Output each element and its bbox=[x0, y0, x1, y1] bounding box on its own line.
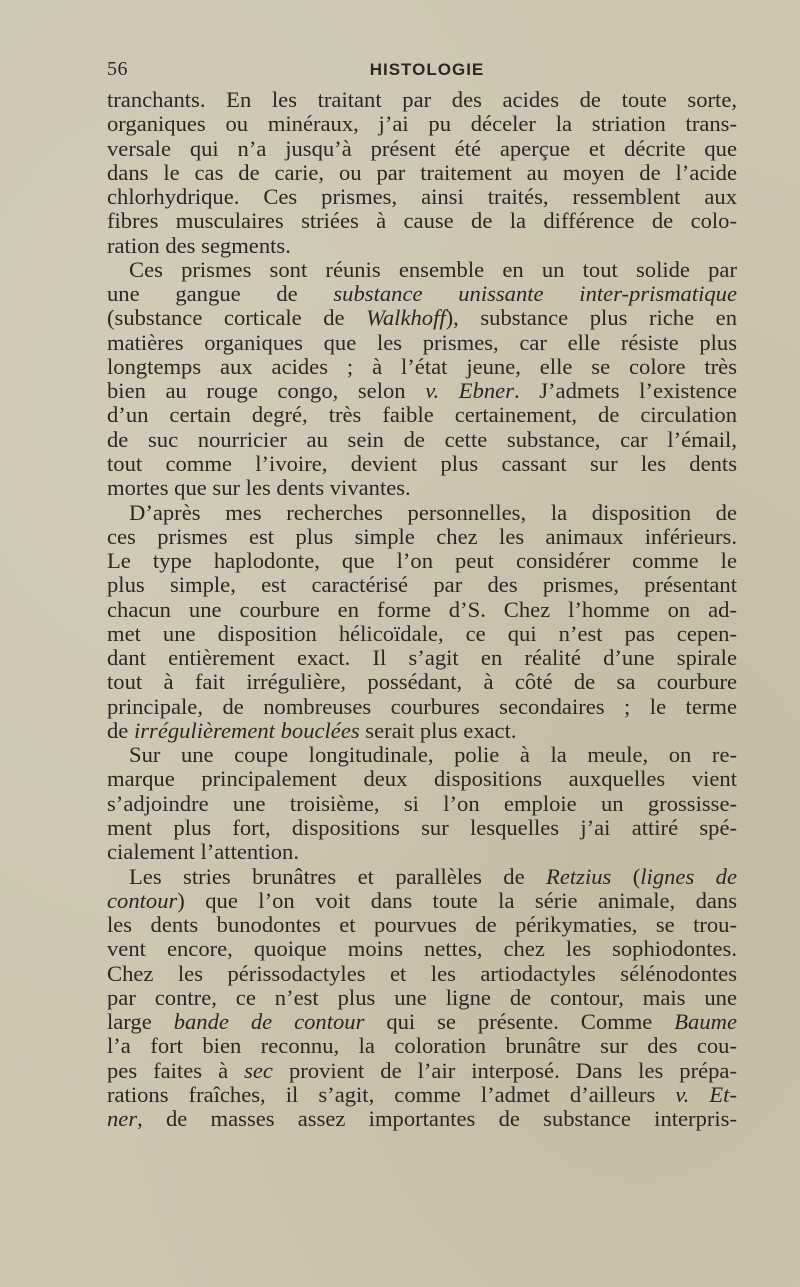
italic-text: substance unissante inter-prismatique bbox=[333, 281, 738, 307]
text-line bbox=[107, 743, 737, 767]
text-line bbox=[107, 88, 737, 112]
text-segment: s’adjoindre une troisième, si l’on emploie un grossisse- bbox=[107, 790, 737, 816]
text-segment: . J’admets l’existence bbox=[514, 378, 737, 404]
text-segment: pes faites à bbox=[107, 1057, 245, 1083]
italic-text: Baume bbox=[674, 1009, 737, 1035]
text-segment: tranchants. En les traitant par des acides de toute sorte, bbox=[107, 87, 737, 112]
text-line bbox=[107, 258, 737, 282]
text-line bbox=[107, 962, 737, 986]
text-segment: plus simple, est caractérisé par des prismes, présentant bbox=[107, 572, 737, 598]
italic-text: contour bbox=[107, 887, 178, 913]
text-segment: les dents bunodontes et pourvues de périkymaties, se trou- bbox=[107, 912, 737, 938]
text-line bbox=[107, 476, 737, 500]
text-segment: tout comme l’ivoire, devient plus cassant sur les dents bbox=[107, 450, 737, 476]
text-line bbox=[107, 865, 737, 889]
text-segment: par contre, ce n’est plus une ligne de contour, mais une bbox=[107, 984, 737, 1010]
text-segment: D’après mes recherches personnelles, la disposition de bbox=[129, 499, 737, 525]
text-line bbox=[107, 937, 737, 961]
text-segment: Les stries brunâtres et parallèles de bbox=[129, 863, 547, 889]
text-segment: l’a fort bien reconnu, la coloration brunâtre sur des cou- bbox=[107, 1033, 737, 1059]
text-segment: principale, de nombreuses courbures secondaires ; le terme bbox=[107, 693, 737, 719]
text-segment: ( bbox=[611, 863, 641, 889]
text-line bbox=[107, 816, 737, 840]
text-segment: organiques ou minéraux, j’ai pu déceler la striation trans- bbox=[107, 111, 737, 137]
text-line bbox=[107, 889, 737, 913]
text-line bbox=[107, 646, 737, 670]
text-line bbox=[107, 1034, 737, 1058]
text-segment: ) que l’on voit dans toute la série animale, dans bbox=[177, 887, 737, 913]
text-segment: vent encore, quoique moins nettes, chez les sophiodontes. bbox=[107, 936, 737, 962]
text-segment: bien au rouge congo, selon bbox=[107, 378, 426, 404]
text-segment: Chez les périssodactyles et les artiodactyles sélénodontes bbox=[107, 960, 737, 986]
text-line bbox=[107, 161, 737, 185]
text-line bbox=[107, 986, 737, 1010]
text-line bbox=[107, 331, 737, 355]
italic-text: bande de contour bbox=[173, 1009, 365, 1035]
text-line bbox=[107, 525, 737, 549]
text-segment: large bbox=[107, 1009, 174, 1035]
text-line bbox=[107, 209, 737, 233]
page-number: 56 bbox=[107, 58, 128, 80]
text-line bbox=[107, 1010, 737, 1034]
text-line bbox=[107, 840, 737, 864]
text-line bbox=[107, 137, 737, 161]
text-line bbox=[107, 379, 737, 403]
text-segment: mortes que sur les dents vivantes. bbox=[107, 475, 411, 501]
text-segment: Ces prismes sont réunis ensemble en un tout solide par bbox=[129, 256, 737, 282]
text-segment: met une disposition hélicoïdale, ce qui n’est pas cepen- bbox=[107, 620, 737, 646]
text-segment: Sur une coupe longitudinale, polie à la meule, on re- bbox=[129, 742, 737, 768]
italic-text: v. Ebner bbox=[425, 378, 514, 404]
text-line bbox=[107, 428, 737, 452]
text-segment: qui se présente. Comme bbox=[364, 1009, 675, 1035]
text-line bbox=[107, 403, 737, 427]
text-segment: ), substance plus riche en bbox=[445, 305, 737, 331]
text-line bbox=[107, 234, 737, 258]
italic-text: v. Et- bbox=[675, 1081, 737, 1107]
page-header bbox=[107, 58, 737, 84]
text-segment: de suc nourricier au sein de cette substance, car l’émail, bbox=[107, 426, 737, 452]
text-line bbox=[107, 573, 737, 597]
text-segment: matières organiques que les prismes, car elle résiste plus bbox=[107, 329, 737, 355]
text-line bbox=[107, 598, 737, 622]
text-segment: tout à fait irrégulière, possédant, à côté de sa courbure bbox=[107, 669, 737, 695]
text-segment: versale qui n’a jusqu’à présent été aperçue et décrite que bbox=[107, 135, 737, 161]
italic-text: Retzius bbox=[546, 863, 612, 889]
text-segment: ces prismes est plus simple chez les animaux inférieurs. bbox=[107, 523, 737, 549]
text-line bbox=[107, 719, 737, 743]
text-line bbox=[107, 767, 737, 791]
text-line bbox=[107, 670, 737, 694]
text-line bbox=[107, 792, 737, 816]
text-segment: chlorhydrique. Ces prismes, ainsi traités, ressemblent aux bbox=[107, 184, 737, 210]
text-segment: d’un certain degré, très faible certainement, de circulation bbox=[107, 402, 737, 428]
text-line bbox=[107, 501, 737, 525]
italic-text: sec bbox=[244, 1057, 273, 1083]
text-line bbox=[107, 282, 737, 306]
text-segment: dans le cas de carie, ou par traitement au moyen de l’acide bbox=[107, 159, 737, 185]
text-line bbox=[107, 1107, 737, 1131]
text-line bbox=[107, 913, 737, 937]
running-title: HISTOLOGIE bbox=[369, 60, 485, 79]
text-segment: dant entièrement exact. Il s’agit en réalité d’une spirale bbox=[107, 645, 737, 671]
text-line bbox=[107, 1083, 737, 1107]
text-line bbox=[107, 306, 737, 330]
text-segment: (substance corticale de bbox=[107, 305, 367, 331]
text-segment: de bbox=[107, 717, 134, 743]
text-segment: ration des segments. bbox=[107, 232, 291, 258]
text-segment: marque principalement deux dispositions auxquelles vient bbox=[107, 766, 737, 792]
body-text bbox=[107, 88, 737, 1131]
italic-text: lignes de bbox=[640, 863, 737, 889]
text-line bbox=[107, 112, 737, 136]
text-line bbox=[107, 695, 737, 719]
text-line bbox=[107, 1059, 737, 1083]
text-line bbox=[107, 355, 737, 379]
text-line bbox=[107, 452, 737, 476]
italic-text: irrégulièrement bouclées bbox=[133, 717, 360, 743]
italic-text: Walkhoff bbox=[366, 305, 446, 331]
text-segment: longtemps aux acides ; à l’état jeune, elle se colore très bbox=[107, 353, 737, 379]
text-line bbox=[107, 622, 737, 646]
text-segment: ment plus fort, dispositions sur lesquelles j’ai attiré spé- bbox=[107, 814, 737, 840]
text-segment: cialement l’attention. bbox=[107, 839, 299, 865]
text-segment: chacun une courbure en forme d’S. Chez l’homme on ad- bbox=[107, 596, 737, 622]
italic-text: ner bbox=[107, 1106, 138, 1132]
text-segment: rations fraîches, il s’agit, comme l’admet d’ailleurs bbox=[107, 1081, 676, 1107]
text-segment: , de masses assez importantes de substance interpris- bbox=[137, 1106, 737, 1132]
text-segment: fibres musculaires striées à cause de la différence de colo- bbox=[107, 208, 737, 234]
text-line bbox=[107, 185, 737, 209]
text-segment: Le type haplodonte, que l’on peut considérer comme le bbox=[107, 548, 737, 574]
text-segment: une gangue de bbox=[107, 281, 334, 307]
text-segment: provient de l’air interposé. Dans les prépa- bbox=[272, 1057, 737, 1083]
text-line bbox=[107, 549, 737, 573]
text-segment: serait plus exact. bbox=[359, 717, 517, 743]
